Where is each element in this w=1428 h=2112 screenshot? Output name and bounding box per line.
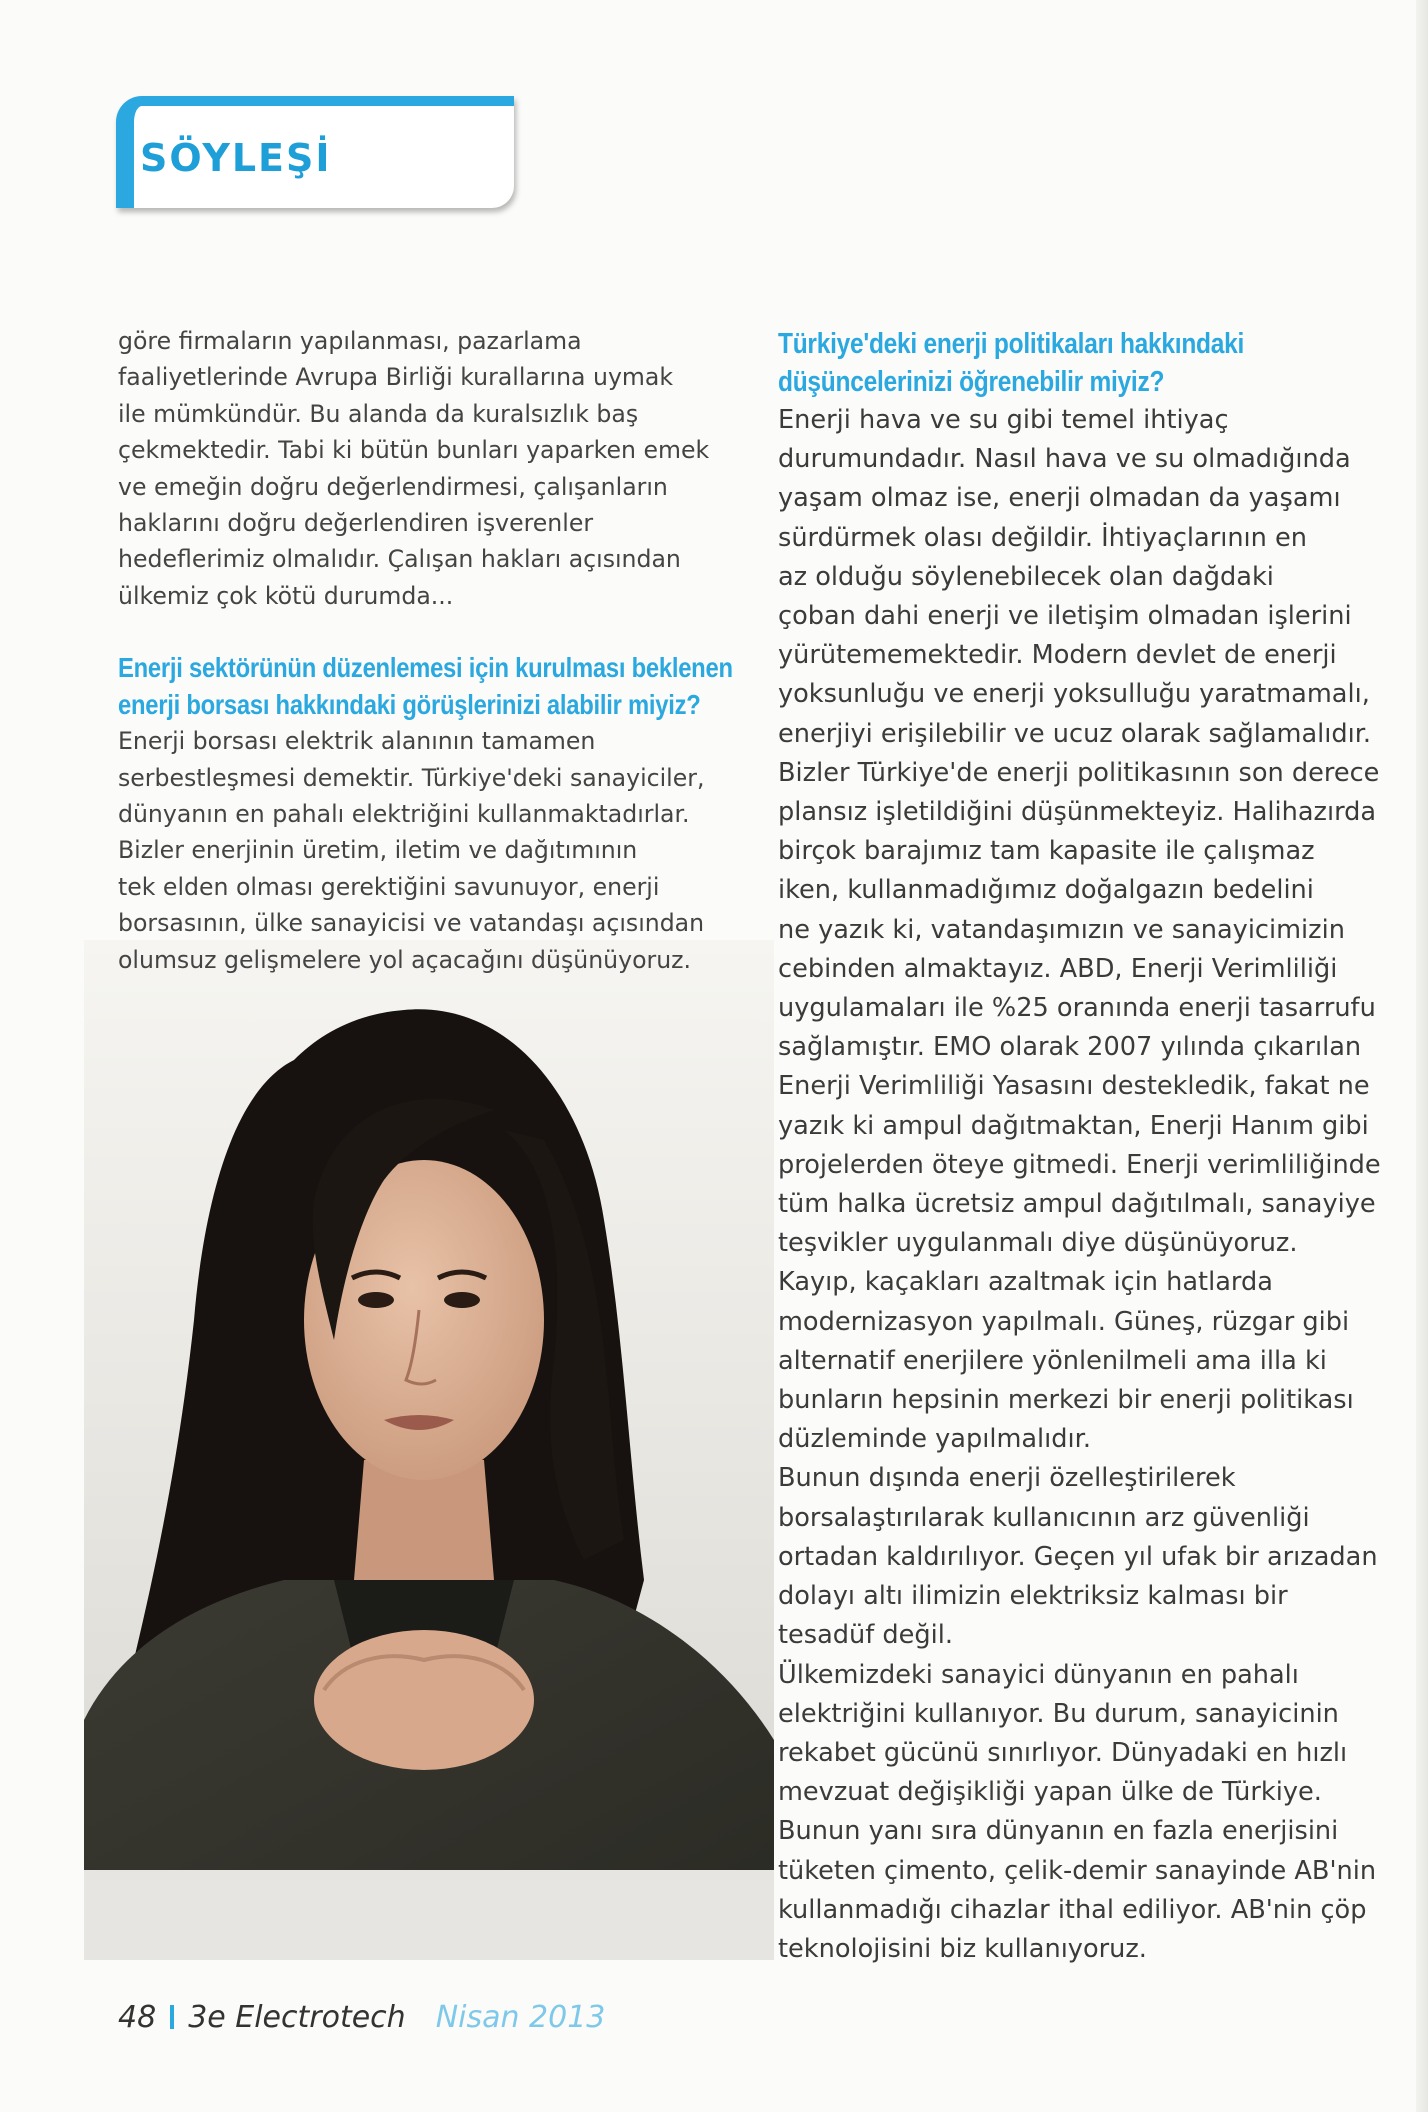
intro-line: faaliyetlerinde Avrupa Birliği kurallarına uymak <box>118 363 674 392</box>
page-edge <box>1416 0 1428 2112</box>
answer-line: ortadan kaldırılıyor. Geçen yıl ufak bir arızadan <box>778 1541 1378 1572</box>
left-column <box>118 323 758 978</box>
answer-line: dolayı altı ilimizin elektriksiz kalması bir <box>778 1581 1288 1612</box>
answer-line: bunların hepsinin merkezi bir enerji politikası <box>778 1385 1354 1416</box>
answer-line: cebinden almaktayız. ABD, Enerji Verimliliği <box>778 953 1338 984</box>
answer-line: birçok barajımız tam kapasite ile çalışmaz <box>778 836 1315 867</box>
answer-line: yürütememektedir. Modern devlet de enerji <box>778 640 1337 671</box>
intro-line: ve emeğin doğru değerlendirmesi, çalışanların <box>118 472 668 501</box>
page-number: 48 <box>118 2000 157 2035</box>
answer-line: Bunun dışında enerji özelleştirilerek <box>778 1463 1236 1494</box>
answer-line: Enerji borsası elektrik alanının tamamen <box>118 727 596 756</box>
answer-line: Bunun yanı sıra dünyanın en fazla enerjisini <box>778 1816 1339 1847</box>
intro-line: ülkemiz çok kötü durumda... <box>118 581 454 610</box>
question-heading: Türkiye'deki enerji politikaları hakkındaki <box>778 328 1245 360</box>
answer-line: yazık ki ampul dağıtmaktan, Enerji Hanım gibi <box>778 1110 1369 1141</box>
answer-line: teşvikler uygulanmalı diye düşünüyoruz. <box>778 1228 1298 1259</box>
answer-line: elektriğini kullanıyor. Bu durum, sanayicinin <box>778 1698 1339 1729</box>
answer-line: borsasının, ülke sanayicisi ve vatandaşı açısından <box>118 909 705 938</box>
answer-line: tüketen çimento, çelik-demir sanayinde AB'nin <box>778 1855 1377 1886</box>
section-title: SÖYLEŞİ <box>140 136 332 180</box>
page-footer <box>118 2000 605 2035</box>
question-heading: düşüncelerinizi öğrenebilir miyiz? <box>778 366 1165 398</box>
answer-line: Enerji hava ve su gibi temel ihtiyaç <box>778 405 1229 435</box>
intro-line: göre firmaların yapılanması, pazarlama <box>118 327 582 355</box>
answer-line: tüm halka ücretsiz ampul dağıtılmalı, sanayiye <box>778 1189 1376 1220</box>
answer-line: alternatif enerjilere yönlenilmeli ama illa ki <box>778 1345 1327 1376</box>
answer-line: teknolojisini biz kullanıyoruz. <box>778 1933 1147 1964</box>
answer-line: iken, kullanmadığımız doğalgazın bedelini <box>778 875 1314 906</box>
answer-line: çoban dahi enerji ve iletişim olmadan işlerini <box>778 601 1352 632</box>
answer-line: Kayıp, kaçakları azaltmak için hatlarda <box>778 1267 1273 1298</box>
answer-line: rekabet gücünü sınırlıyor. Dünyadaki en hızlı <box>778 1737 1348 1768</box>
answer-line: düzleminde yapılmalıdır. <box>778 1424 1091 1455</box>
answer-line: yoksunluğu ve enerji yoksulluğu yaratmamalı, <box>778 679 1370 710</box>
answer-line: ne yazık ki, vatandaşımızın ve sanayicimizin <box>778 914 1345 945</box>
answer-line: sağlamıştır. EMO olarak 2007 yılında çıkarılan <box>778 1032 1362 1063</box>
intro-line: çekmektedir. Tabi ki bütün bunları yaparken emek <box>118 436 710 465</box>
intro-line: haklarını doğru değerlendiren işverenler <box>118 509 594 538</box>
answer-line: modernizasyon yapılmalı. Güneş, rüzgar gibi <box>778 1306 1350 1337</box>
intro-line: hedeflerimiz olmalıdır. Çalışan hakları açısından <box>118 545 681 574</box>
question-heading: Enerji sektörünün düzenlemesi için kurulması beklenen <box>118 652 733 684</box>
answer-line: olumsuz gelişmelere yol açacağını düşünüyoruz. <box>118 945 692 974</box>
paragraph-gap <box>118 614 758 650</box>
answer-line: uygulamaları ile %25 oranında enerji tasarrufu <box>778 993 1376 1024</box>
intro-line: ile mümkündür. Bu alanda da kuralsızlık baş <box>118 399 639 428</box>
answer-line: az olduğu söylenebilecek olan dağdaki <box>778 561 1274 592</box>
interviewee-photo <box>84 940 774 1960</box>
right-column <box>778 325 1408 1969</box>
answer-line: mevzuat değişikliği yapan ülke de Türkiye. <box>778 1777 1322 1808</box>
answer-line: tek elden olması gerektiğini savunuyor, enerji <box>118 872 660 901</box>
answer-line: yaşam olmaz ise, enerji olmadan da yaşamı <box>778 483 1341 514</box>
answer-line: enerjiyi erişilebilir ve ucuz olarak sağlamalıdır. <box>778 718 1372 749</box>
answer-line: tesadüf değil. <box>778 1620 954 1651</box>
answer-line: plansız işletildiğini düşünmekteyiz. Halihazırda <box>778 797 1377 828</box>
answer-line: Ülkemizdeki sanayici dünyanın en pahalı <box>778 1659 1299 1690</box>
question-heading: enerji borsası hakkındaki görüşlerinizi alabilir miyiz? <box>118 688 701 720</box>
answer-line: projelerden öteye gitmedi. Enerji verimliliğinde <box>778 1149 1381 1180</box>
answer-line: borsalaştırılarak kullanıcının arz güvenliği <box>778 1502 1310 1533</box>
answer-line: Bizler Türkiye'de enerji politikasının son derece <box>778 757 1380 788</box>
answer-line: Bizler enerjinin üretim, iletim ve dağıtımının <box>118 836 638 865</box>
footer-separator <box>170 2005 174 2029</box>
answer-line: sürdürmek olası değildir. İhtiyaçlarının en <box>778 522 1307 553</box>
answer-line: durumundadır. Nasıl hava ve su olmadığında <box>778 444 1351 475</box>
answer-body <box>778 401 1408 1969</box>
magazine-name: 3e Electrotech <box>188 2000 406 2035</box>
answer-line: dünyanın en pahalı elektriğini kullanmaktadırlar. <box>118 800 690 829</box>
issue-date: Nisan 2013 <box>435 2000 606 2035</box>
answer-line: Enerji Verimliliği Yasasını destekledik, fakat ne <box>778 1071 1370 1102</box>
portrait-illustration <box>84 940 774 1960</box>
answer-line: kullanmadığı cihazlar ithal ediliyor. AB'nin çöp <box>778 1894 1367 1925</box>
answer-line: serbestleşmesi demektir. Türkiye'deki sanayiciler, <box>118 763 705 792</box>
